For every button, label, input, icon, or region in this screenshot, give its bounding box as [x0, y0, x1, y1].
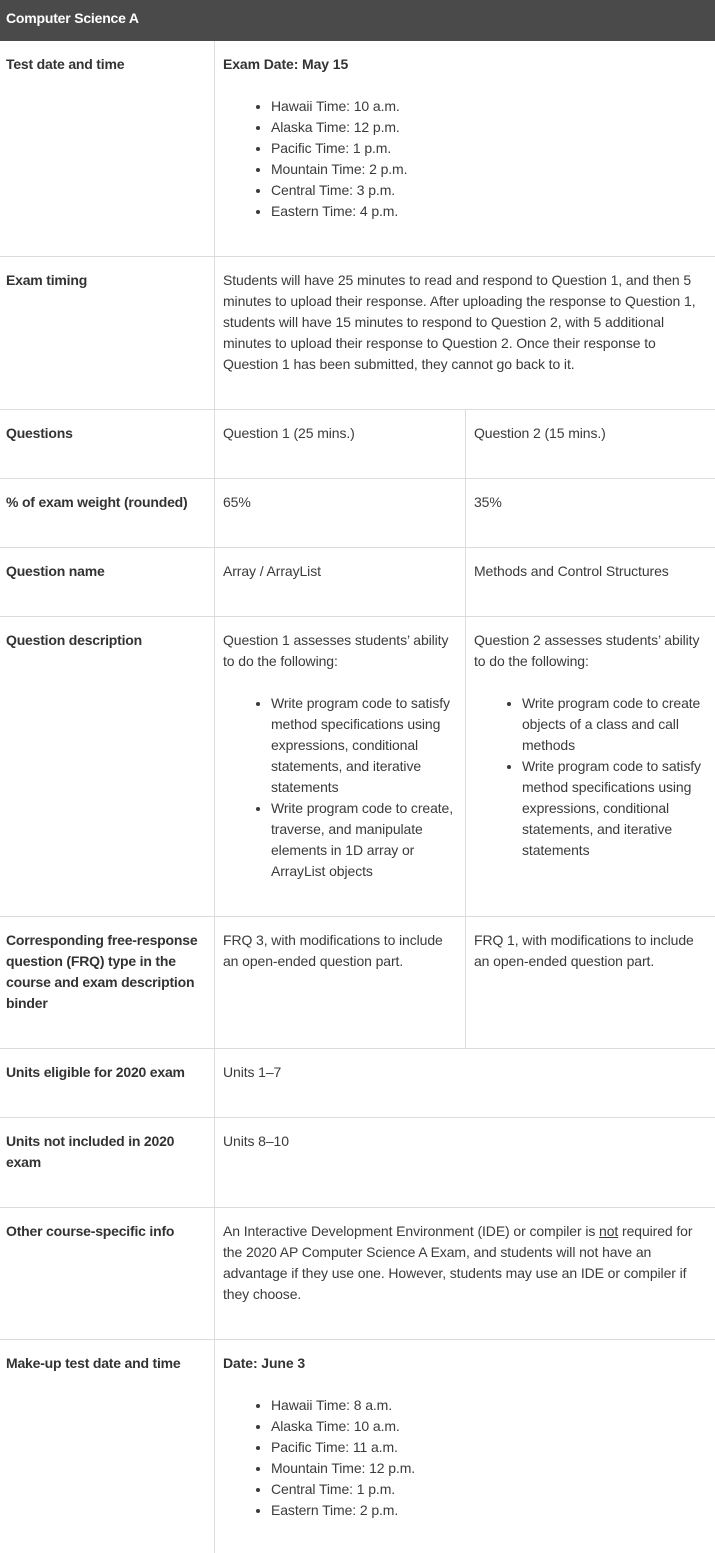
question-2-cell: Question 2 (15 mins.)	[465, 410, 715, 478]
question-1-cell: Array / ArrayList	[214, 548, 465, 616]
question-1-cell: 65%	[214, 479, 465, 547]
question-1-cell	[214, 617, 465, 916]
row-label: Units not included in 2020 exam	[6, 1133, 175, 1170]
row-label: Question name	[6, 563, 105, 579]
row-label: Units eligible for 2020 exam	[6, 1064, 185, 1080]
description-intro: Question 2 assesses students’ ability to do the following:	[474, 632, 700, 669]
question-2-cell	[465, 617, 715, 916]
row-value	[214, 41, 715, 256]
table-row-test-date	[0, 41, 715, 257]
table-row-exam-weight	[0, 479, 715, 548]
time-list	[223, 96, 707, 222]
table-row-questions	[0, 410, 715, 479]
skill-list	[474, 693, 707, 861]
row-label: % of exam weight (rounded)	[6, 494, 188, 510]
list-item: • Hawaii Time: 8 a.m.	[271, 1395, 707, 1416]
info-text-after: required for the 2020 AP Computer Science A Exam, and students will not have an advantage if they use one. However, students may use an IDE or compiler if they choose.	[223, 1223, 693, 1302]
table-row-question-name	[0, 548, 715, 617]
list-item: • Mountain Time: 2 p.m.	[271, 159, 707, 180]
question-1-cell: FRQ 3, with modifications to include an open-ended question part.	[214, 917, 465, 1048]
description-intro: Question 1 assesses students’ ability to do the following:	[223, 632, 449, 669]
row-value: Units 1–7	[214, 1049, 715, 1117]
table-row-question-description	[0, 617, 715, 917]
list-item: • Central Time: 3 p.m.	[271, 180, 707, 201]
list-item: • Mountain Time: 12 p.m.	[271, 1458, 707, 1479]
question-2-cell: Methods and Control Structures	[465, 548, 715, 616]
question-2-cell: FRQ 1, with modifications to include an open-ended question part.	[465, 917, 715, 1048]
table-row-exam-timing	[0, 257, 715, 410]
time-list	[223, 1395, 707, 1521]
list-item: • Write program code to satisfy method specifications using expressions, conditional statements, and iterative statements	[522, 756, 707, 861]
row-label: Exam timing	[6, 272, 88, 288]
row-value	[214, 1340, 715, 1553]
question-1-cell: Question 1 (25 mins.)	[214, 410, 465, 478]
list-item: • Hawaii Time: 10 a.m.	[271, 96, 707, 117]
list-item: • Write program code to create objects of a class and call methods	[522, 693, 707, 756]
info-text-underlined: not	[599, 1223, 619, 1239]
skill-list	[223, 693, 457, 882]
row-value	[214, 1208, 715, 1339]
list-item: • Eastern Time: 4 p.m.	[271, 201, 707, 222]
row-value: Units 8–10	[214, 1118, 715, 1207]
info-text-before: An Interactive Development Environment (IDE) or compiler is	[223, 1223, 600, 1239]
list-item: • Pacific Time: 11 a.m.	[271, 1437, 707, 1458]
row-label: Test date and time	[6, 56, 125, 72]
list-item: • Write program code to create, traverse, and manipulate elements in 1D array or ArrayList objects	[271, 798, 457, 882]
row-value: Students will have 25 minutes to read and respond to Question 1, and then 5 minutes to upload their response. After uploading the response to Question 1, students will have 15 minutes to respond to Question 2, with 5 additional minutes to upload their response to Question 2. Once their response to Question 1 has been submitted, they cannot go back to it.	[214, 257, 715, 409]
list-item: • Alaska Time: 10 a.m.	[271, 1416, 707, 1437]
row-label: Other course-specific info	[6, 1223, 175, 1239]
row-label: Corresponding free-response question (FRQ) type in the course and exam description binder	[6, 932, 198, 1011]
table-row-units-not-included	[0, 1118, 715, 1208]
table-row-frq-type	[0, 917, 715, 1049]
table-title: Computer Science A	[0, 0, 715, 41]
makeup-date-heading: Date: June 3	[223, 1355, 306, 1371]
table-row-other-info	[0, 1208, 715, 1340]
table-row-makeup-date	[0, 1340, 715, 1553]
list-item: • Write program code to satisfy method specifications using expressions, conditional statements, and iterative statements	[271, 693, 457, 798]
row-label: Question description	[6, 632, 143, 648]
row-label: Questions	[6, 425, 73, 441]
list-item: • Alaska Time: 12 p.m.	[271, 117, 707, 138]
table-row-units-eligible	[0, 1049, 715, 1118]
list-item: • Central Time: 1 p.m.	[271, 1479, 707, 1500]
question-2-cell: 35%	[465, 479, 715, 547]
row-label: Make-up test date and time	[6, 1355, 181, 1371]
list-item: • Eastern Time: 2 p.m.	[271, 1500, 707, 1521]
exam-date-heading: Exam Date: May 15	[223, 56, 349, 72]
list-item: • Pacific Time: 1 p.m.	[271, 138, 707, 159]
